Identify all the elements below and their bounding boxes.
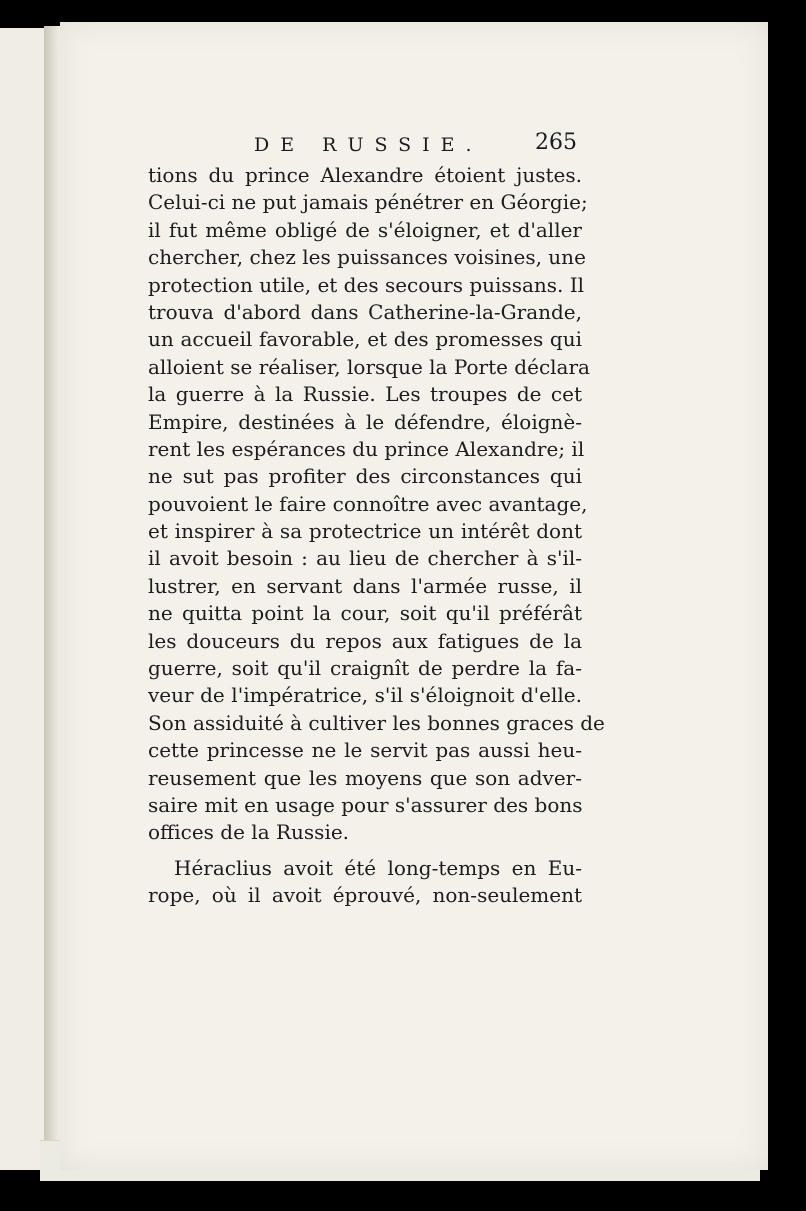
text-line: chercher, chez les puissances voisines, une bbox=[148, 245, 586, 270]
text-line: offices de la Russie. bbox=[148, 820, 350, 845]
text-line: pouvoient le faire connoître avec avantage, bbox=[148, 491, 588, 516]
text-line: Héraclius avoit été long-temps en Eu- bbox=[174, 855, 582, 880]
text-line: tions du prince Alexandre étoient justes. bbox=[148, 163, 582, 187]
text-line: saire mit en usage pour s'assurer des bons bbox=[148, 792, 583, 817]
text-line: guerre, soit qu'il craignît de perdre la fa- bbox=[148, 656, 582, 681]
text-line: lustrer, en servant dans l'armée russe, il bbox=[148, 573, 582, 598]
text-line: et inspirer à sa protectrice un intérêt dont bbox=[148, 519, 582, 544]
text-line: alloient se réaliser, lorsque la Porte déclara bbox=[148, 354, 590, 379]
text-line: un accueil favorable, et des promesses qui bbox=[148, 327, 582, 352]
text-line: les douceurs du repos aux fatigues de la bbox=[148, 628, 582, 653]
text-line: Empire, destinées à le défendre, éloignè- bbox=[148, 409, 582, 434]
text-line: il fut même obligé de s'éloigner, et d'aller bbox=[148, 217, 582, 242]
page-number: 265 bbox=[535, 130, 577, 155]
text-line: reusement que les moyens que son adver- bbox=[148, 765, 582, 790]
paragraph-gap bbox=[148, 847, 582, 855]
text-line: Celui-ci ne put jamais pénétrer en Géorgie; bbox=[148, 190, 588, 215]
text-line: cette princesse ne le servit pas aussi heu- bbox=[148, 738, 582, 763]
text-line: trouva d'abord dans Catherine-la-Grande, bbox=[148, 299, 582, 324]
text-line: rent les espérances du prince Alexandre; il bbox=[148, 436, 585, 461]
facing-page-edge bbox=[0, 28, 46, 1170]
text-line: protection utile, et des secours puissans. Il bbox=[148, 272, 585, 297]
text-line: il avoit besoin : au lieu de chercher à s'il- bbox=[148, 546, 582, 571]
text-line: Son assiduité à cultiver les bonnes graces de bbox=[148, 710, 605, 735]
text-line: la guerre à la Russie. Les troupes de cet bbox=[148, 382, 582, 407]
text-line: ne sut pas profiter des circonstances qui bbox=[148, 464, 582, 489]
running-head: DE RUSSIE. bbox=[254, 134, 483, 156]
body-text bbox=[148, 162, 605, 910]
text-line: veur de l'impératrice, s'il s'éloignoit d'elle. bbox=[148, 683, 582, 708]
text-line: ne quitta point la cour, soit qu'il préférât bbox=[148, 601, 582, 626]
text-line: rope, où il avoit éprouvé, non-seulement bbox=[148, 883, 582, 908]
